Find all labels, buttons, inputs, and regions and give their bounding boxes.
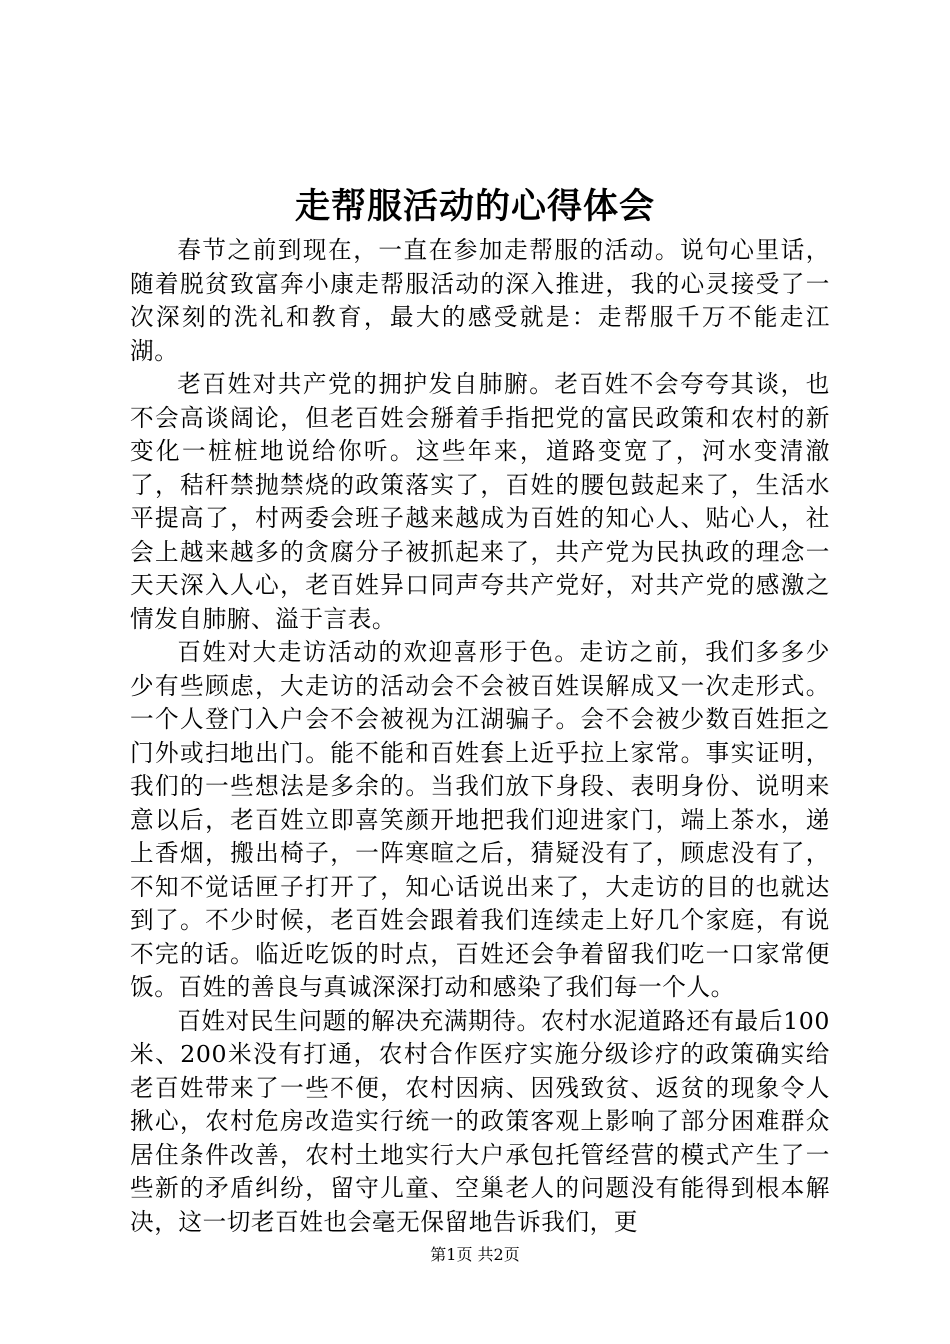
document-body bbox=[130, 234, 830, 1239]
paragraph-1: 春节之前到现在，一直在参加走帮服的活动。说句心里话，随着脱贫致富奔小康走帮服活动的深入推进，我的心灵接受了一次深刻的洗礼和教育，最大的感受就是：走帮服千万不能走江湖。 bbox=[130, 236, 830, 365]
page-footer: 第1页 共2页 bbox=[430, 1245, 520, 1264]
document-title: 走帮服活动的心得体会 bbox=[294, 186, 655, 227]
paragraph-4: 百姓对民生问题的解决充满期待。农村水泥道路还有最后100米、200米没有打通，农村合作医疗实施分级诊疗的政策确实给老百姓带来了一些不便，农村因病、因残致贫、返贫的现象令人揪心，农村危房改造实行统一的政策客观上影响了部分困难群众居住条件改善，农村土地实行大户承包托管经营的模式产生了一些新的矛盾纠纷，留守儿童、空巢老人的问题没有能得到根本解决，这一切老百姓也会毫无保留地告诉我们，更 bbox=[130, 1006, 830, 1236]
paragraph-2: 老百姓对共产党的拥护发自肺腑。老百姓不会夸夸其谈，也不会高谈阔论，但老百姓会掰着手指把党的富民政策和农村的新变化一桩桩地说给你听。这些年来，道路变宽了，河水变清澈了，秸秆禁抛禁烧的政策落实了，百姓的腰包鼓起来了，生活水平提高了，村两委会班子越来越成为百姓的知心人、贴心人，社会上越来越多的贪腐分子被抓起来了，共产党为民执政的理念一天天深入人心，老百姓异口同声夸共产党好，对共产党的感激之情发自肺腑、溢于言表。 bbox=[130, 370, 830, 633]
paragraph-3: 百姓对大走访活动的欢迎喜形于色。走访之前，我们多多少少有些顾虑，大走访的活动会不会被百姓误解成又一次走形式。一个人登门入户会不会被视为江湖骗子。会不会被少数百姓拒之门外或扫地出门。能不能和百姓套上近乎拉上家常。事实证明，我们的一些想法是多余的。当我们放下身段、表明身份、说明来意以后，老百姓立即喜笑颜开地把我们迎进家门，端上茶水，递上香烟，搬出椅子，一阵寒暄之后，猜疑没有了，顾虑没有了，不知不觉话匣子打开了，知心话说出来了，大走访的目的也就达到了。不少时候，老百姓会跟着我们连续走上好几个家庭，有说不完的话。临近吃饭的时点，百姓还会争着留我们吃一口家常便饭。百姓的善良与真诚深深打动和感染了我们每一个人。 bbox=[130, 638, 830, 1001]
